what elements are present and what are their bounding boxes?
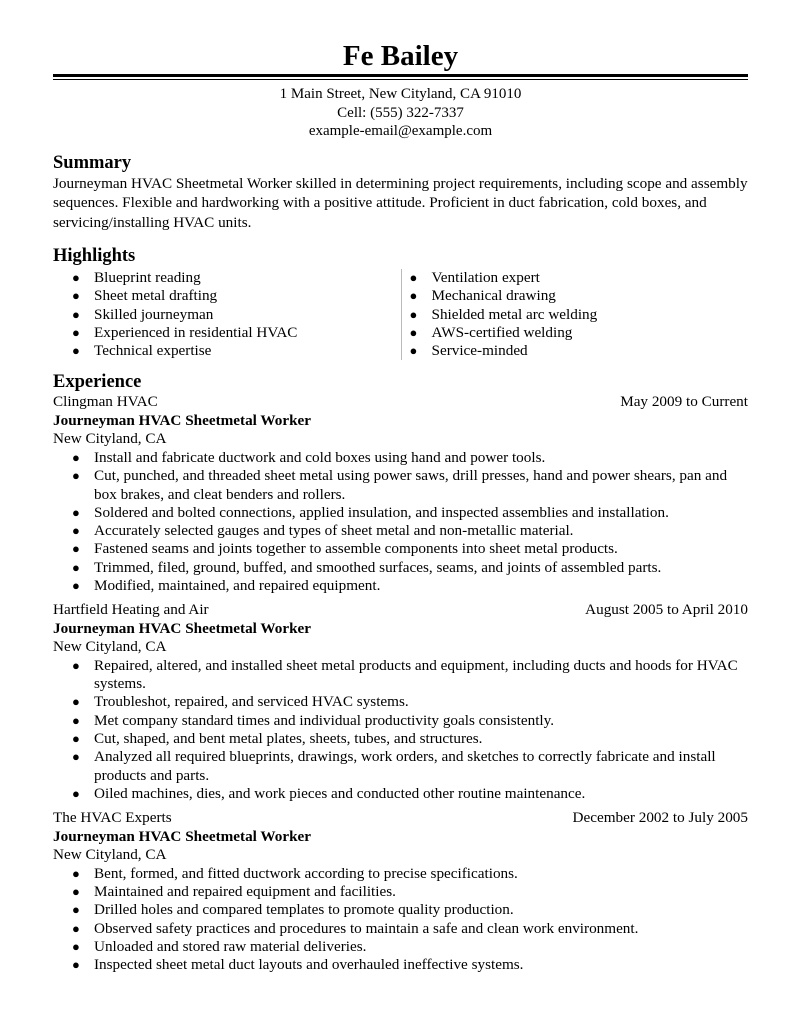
contact-block (53, 85, 748, 141)
duty-item: ● Drilled holes and compared templates to promote quality production. (72, 901, 514, 919)
duty-item: ● Install and fabricate ductwork and cold boxes using hand and power tools. (72, 448, 546, 466)
highlights-right-column (401, 269, 749, 360)
duty-item: ● Fastened seams and joints together to assemble components into sheet metal products. (72, 540, 618, 558)
highlights-left-column (53, 269, 401, 360)
bullet-icon: ● (72, 712, 80, 728)
duty-item: ● Analyzed all required blueprints, drawings, work orders, and sketches to correctly fabricate and install products and parts. (72, 748, 716, 784)
job-location: New Cityland, CA (53, 846, 167, 864)
duty-item: ● Inspected sheet metal duct layouts and overhauled ineffective systems. (72, 956, 524, 974)
duty-item: ● Soldered and bolted connections, applied insulation, and inspected assemblies and installation. (72, 503, 669, 521)
bullet-icon: ● (409, 270, 418, 285)
highlight-item: ● AWS-certified welding (409, 323, 573, 341)
highlight-item: ● Service-minded (409, 342, 528, 360)
bullet-icon: ● (72, 694, 80, 710)
bullet-icon: ● (72, 902, 80, 918)
bullet-icon: ● (72, 306, 80, 322)
duty-item: ● Oiled machines, dies, and work pieces and conducted other routine maintenance. (72, 784, 586, 802)
job-duties (53, 449, 748, 595)
job-duties (53, 865, 748, 975)
duty-item: ● Cut, shaped, and bent metal plates, sheets, tubes, and structures. (72, 730, 483, 748)
address-line: 1 Main Street, New Cityland, CA 91010 (279, 86, 522, 102)
bullet-icon: ● (72, 957, 80, 973)
highlights-columns (53, 269, 748, 360)
resume-page (53, 40, 748, 975)
company-name: The HVAC Experts (53, 809, 172, 827)
highlights-heading: Highlights (53, 246, 136, 266)
bullet-icon: ● (72, 449, 80, 465)
bullet-icon: ● (409, 343, 418, 359)
duty-item: ● Troubleshot, repaired, and serviced HVAC systems. (72, 693, 409, 711)
bullet-icon: ● (72, 343, 80, 359)
bullet-icon: ● (72, 865, 80, 881)
bullet-icon: ● (72, 657, 80, 673)
job-dates: December 2002 to July 2005 (572, 809, 748, 827)
bullet-icon: ● (72, 731, 80, 747)
bullet-icon: ● (72, 920, 80, 936)
duty-item: ● Met company standard times and individual productivity goals consistently. (72, 711, 555, 729)
bullet-icon: ● (72, 578, 80, 594)
header-rule-thin (53, 79, 748, 80)
job-entry (53, 601, 748, 803)
duty-item: ● Accurately selected gauges and types of sheet metal and non-metallic material. (72, 522, 574, 540)
duty-item: ● Maintained and repaired equipment and facilities. (72, 883, 396, 901)
job-header (53, 393, 748, 412)
email-line: example-email@example.com (308, 123, 493, 139)
company-name: Clingman HVAC (53, 393, 158, 411)
bullet-icon: ● (72, 785, 80, 801)
job-header (53, 809, 748, 828)
job-entry (53, 809, 748, 974)
highlight-item: ● Experienced in residential HVAC (72, 323, 298, 341)
bullet-icon: ● (72, 938, 80, 954)
job-location: New Cityland, CA (53, 638, 167, 656)
summary-heading: Summary (53, 152, 132, 173)
job-dates: May 2009 to Current (620, 393, 748, 411)
job-location: New Cityland, CA (53, 430, 167, 448)
bullet-icon: ● (72, 468, 80, 484)
duty-item: ● Bent, formed, and fitted ductwork according to precise specifications. (72, 864, 518, 882)
company-name: Hartfield Heating and Air (53, 601, 209, 619)
bullet-icon: ● (72, 559, 80, 575)
duty-item: ● Trimmed, filed, ground, buffed, and smoothed surfaces, seams, and joints of assembled parts. (72, 558, 662, 576)
job-title: Journeyman HVAC Sheetmetal Worker (53, 827, 312, 845)
bullet-icon: ● (72, 541, 80, 557)
highlight-item: ● Technical expertise (72, 342, 212, 360)
bullet-icon: ● (72, 749, 80, 765)
bullet-icon: ● (72, 884, 80, 900)
candidate-name: Fe Bailey (342, 40, 459, 72)
bullet-icon: ● (72, 523, 80, 539)
job-header (53, 601, 748, 620)
highlight-item: ● Shielded metal arc welding (409, 305, 598, 323)
header-rule-thick (53, 74, 748, 77)
bullet-icon: ● (72, 324, 80, 340)
highlight-item: ● Sheet metal drafting (72, 287, 218, 305)
bullet-icon: ● (72, 504, 80, 520)
highlight-item: ● Ventilation expert (409, 269, 540, 286)
duty-item: ● Unloaded and stored raw material deliveries. (72, 937, 367, 955)
highlight-item: ● Mechanical drawing (409, 287, 556, 305)
cell-line: Cell: (555) 322-7337 (337, 104, 464, 121)
job-title: Journeyman HVAC Sheetmetal Worker (53, 411, 312, 429)
duty-item: ● Repaired, altered, and installed sheet metal products and equipment, including ducts and hoods for HVAC systems. (72, 656, 738, 693)
job-entry (53, 393, 748, 595)
bullet-icon: ● (409, 288, 418, 304)
experience-heading: Experience (53, 372, 142, 393)
duty-item: ● Modified, maintained, and repaired equipment. (72, 577, 381, 595)
job-duties (53, 657, 748, 803)
summary-text: Journeyman HVAC Sheetmetal Worker skilled in determining project requirements, including scope and assembly sequences. Flexible and hardworking with a positive attitude. Proficient in duct fabrication, cold boxes, and servicing/installing HVAC units. (53, 174, 748, 231)
job-title: Journeyman HVAC Sheetmetal Worker (53, 619, 312, 637)
bullet-icon: ● (72, 288, 80, 304)
bullet-icon: ● (409, 324, 418, 340)
highlight-item: ● Skilled journeyman (72, 305, 214, 323)
duty-item: ● Observed safety practices and procedures to maintain a safe and clean work environment. (72, 919, 639, 937)
bullet-icon: ● (72, 270, 80, 285)
bullet-icon: ● (409, 306, 418, 322)
duty-item: ● Cut, punched, and threaded sheet metal using power saws, drill presses, hand and power shears, pan and box brakes, and cleat benders and rollers. (72, 467, 728, 503)
job-dates: August 2005 to April 2010 (585, 601, 748, 619)
highlight-item: ● Blueprint reading (72, 269, 201, 286)
